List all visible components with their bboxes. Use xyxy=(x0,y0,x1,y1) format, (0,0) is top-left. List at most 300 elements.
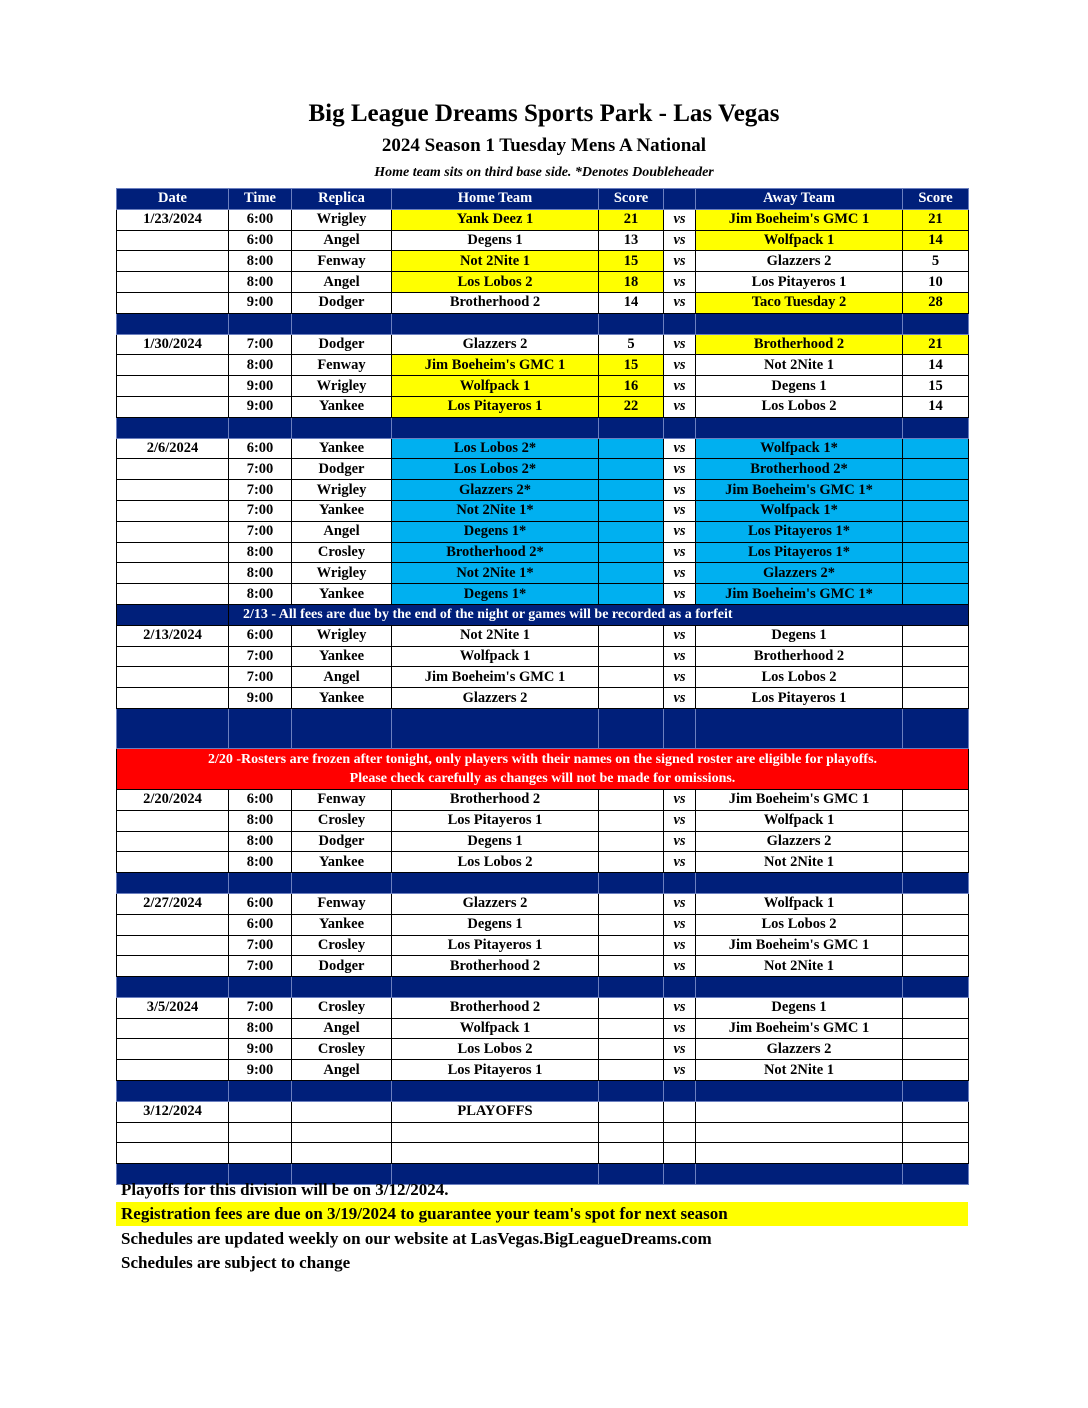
game-date xyxy=(117,584,229,605)
away-score: 21 xyxy=(903,209,969,230)
field-replica: Fenway xyxy=(292,355,392,376)
home-score xyxy=(599,667,664,688)
vs-label: vs xyxy=(664,500,696,521)
home-team: Degens 1 xyxy=(392,831,599,852)
away-score xyxy=(903,1039,969,1060)
away-score xyxy=(903,646,969,667)
separator-cell xyxy=(117,708,229,748)
game-time: 7:00 xyxy=(229,667,292,688)
home-team: Not 2Nite 1* xyxy=(392,500,599,521)
separator-cell xyxy=(117,977,229,998)
away-team: Not 2Nite 1 xyxy=(696,355,903,376)
game-date xyxy=(117,852,229,873)
field-replica: Crosley xyxy=(292,935,392,956)
game-date: 2/20/2024 xyxy=(117,789,229,810)
separator-row xyxy=(117,977,969,998)
home-team: Degens 1 xyxy=(392,914,599,935)
home-score xyxy=(599,852,664,873)
away-score xyxy=(903,914,969,935)
game-time xyxy=(229,1143,292,1164)
game-time: 7:00 xyxy=(229,956,292,977)
home-team: Brotherhood 2* xyxy=(392,542,599,563)
field-replica: Dodger xyxy=(292,831,392,852)
game-time: 7:00 xyxy=(229,480,292,501)
vs-label: vs xyxy=(664,230,696,251)
game-date xyxy=(117,646,229,667)
game-time: 7:00 xyxy=(229,459,292,480)
home-team: Los Lobos 2 xyxy=(392,852,599,873)
separator-cell xyxy=(229,708,292,748)
game-date xyxy=(117,956,229,977)
away-score xyxy=(903,956,969,977)
separator-cell xyxy=(903,1081,969,1102)
game-date xyxy=(117,914,229,935)
home-team: Los Pitayeros 1 xyxy=(392,396,599,417)
home-team: Brotherhood 2 xyxy=(392,789,599,810)
away-score xyxy=(903,831,969,852)
away-team: Wolfpack 1 xyxy=(696,893,903,914)
home-team: Brotherhood 2 xyxy=(392,292,599,313)
game-row xyxy=(117,1101,969,1122)
separator-cell xyxy=(392,977,599,998)
field-replica: Fenway xyxy=(292,893,392,914)
away-team xyxy=(696,1122,903,1143)
separator-cell xyxy=(229,873,292,894)
away-score xyxy=(903,1101,969,1122)
vs-label: vs xyxy=(664,1018,696,1039)
game-time: 7:00 xyxy=(229,646,292,667)
separator-row xyxy=(117,313,969,334)
separator-cell xyxy=(599,1081,664,1102)
home-score xyxy=(599,459,664,480)
game-row xyxy=(117,251,969,272)
home-score xyxy=(599,646,664,667)
away-team xyxy=(696,1101,903,1122)
game-row xyxy=(117,646,969,667)
separator-cell xyxy=(117,873,229,894)
separator-cell xyxy=(292,873,392,894)
away-score: 14 xyxy=(903,230,969,251)
field-replica: Yankee xyxy=(292,646,392,667)
away-team xyxy=(696,1143,903,1164)
away-team: Brotherhood 2 xyxy=(696,646,903,667)
away-team: Los Pitayeros 1* xyxy=(696,542,903,563)
game-row xyxy=(117,625,969,646)
home-team: Glazzers 2* xyxy=(392,480,599,501)
fee-notice: 2/13 - All fees are due by the end of the night or games will be recorded as a forfeit xyxy=(229,604,969,625)
game-time: 7:00 xyxy=(229,500,292,521)
game-row xyxy=(117,480,969,501)
away-score xyxy=(903,688,969,709)
field-replica: Wrigley xyxy=(292,563,392,584)
game-time: 6:00 xyxy=(229,893,292,914)
separator-cell xyxy=(903,313,969,334)
field-replica: Yankee xyxy=(292,500,392,521)
game-time: 9:00 xyxy=(229,396,292,417)
home-score: 14 xyxy=(599,292,664,313)
away-score xyxy=(903,935,969,956)
away-team: Los Lobos 2 xyxy=(696,396,903,417)
home-score: 18 xyxy=(599,272,664,293)
game-date xyxy=(117,1143,229,1164)
separator-cell xyxy=(117,417,229,438)
separator-cell xyxy=(599,708,664,748)
field-replica: Crosley xyxy=(292,997,392,1018)
vs-label xyxy=(664,1101,696,1122)
game-date xyxy=(117,1018,229,1039)
home-score xyxy=(599,1101,664,1122)
game-date xyxy=(117,292,229,313)
col-home-score-header: Score xyxy=(599,189,664,210)
home-score xyxy=(599,810,664,831)
game-time: 8:00 xyxy=(229,810,292,831)
col-away-team-header: Away Team xyxy=(696,189,903,210)
vs-label: vs xyxy=(664,831,696,852)
vs-label: vs xyxy=(664,272,696,293)
game-row xyxy=(117,584,969,605)
away-team: Los Pitayeros 1 xyxy=(696,272,903,293)
vs-label xyxy=(664,1122,696,1143)
separator-row xyxy=(117,1081,969,1102)
separator-cell xyxy=(599,977,664,998)
game-row xyxy=(117,1039,969,1060)
home-score xyxy=(599,688,664,709)
separator-cell xyxy=(392,873,599,894)
home-score xyxy=(599,521,664,542)
game-date xyxy=(117,396,229,417)
game-row xyxy=(117,831,969,852)
vs-label: vs xyxy=(664,956,696,977)
game-row xyxy=(117,789,969,810)
col-home-team-header: Home Team xyxy=(392,189,599,210)
away-team: Los Pitayeros 1 xyxy=(696,688,903,709)
change-note: Schedules are subject to change xyxy=(121,1253,351,1272)
field-replica: Yankee xyxy=(292,396,392,417)
vs-label: vs xyxy=(664,688,696,709)
home-team: Glazzers 2 xyxy=(392,893,599,914)
away-team: Los Lobos 2 xyxy=(696,667,903,688)
home-team: Not 2Nite 1* xyxy=(392,563,599,584)
game-date xyxy=(117,376,229,397)
separator-cell xyxy=(599,313,664,334)
separator-cell xyxy=(392,708,599,748)
vs-label: vs xyxy=(664,334,696,355)
roster-notice xyxy=(117,748,969,789)
game-row xyxy=(117,334,969,355)
field-replica: Wrigley xyxy=(292,625,392,646)
game-date xyxy=(117,831,229,852)
away-team: Not 2Nite 1 xyxy=(696,1060,903,1081)
away-score xyxy=(903,563,969,584)
col-vs-header xyxy=(664,189,696,210)
roster-notice-row xyxy=(117,748,969,789)
field-replica: Crosley xyxy=(292,810,392,831)
game-row xyxy=(117,1122,969,1143)
vs-label: vs xyxy=(664,521,696,542)
separator-cell xyxy=(292,417,392,438)
game-date: 1/30/2024 xyxy=(117,334,229,355)
vs-label: vs xyxy=(664,209,696,230)
home-score xyxy=(599,1143,664,1164)
away-score: 21 xyxy=(903,334,969,355)
away-team: Wolfpack 1* xyxy=(696,438,903,459)
home-team xyxy=(392,1143,599,1164)
away-team: Brotherhood 2 xyxy=(696,334,903,355)
schedule-body xyxy=(117,189,969,1185)
home-team: Brotherhood 2 xyxy=(392,956,599,977)
field-replica xyxy=(292,1143,392,1164)
home-score: 13 xyxy=(599,230,664,251)
game-row xyxy=(117,810,969,831)
separator-cell xyxy=(664,1081,696,1102)
away-score: 14 xyxy=(903,396,969,417)
game-row xyxy=(117,997,969,1018)
separator-cell xyxy=(903,977,969,998)
separator-cell xyxy=(696,417,903,438)
separator-cell xyxy=(696,977,903,998)
separator-cell xyxy=(599,1164,664,1185)
game-date xyxy=(117,480,229,501)
game-date: 3/5/2024 xyxy=(117,997,229,1018)
field-replica: Yankee xyxy=(292,584,392,605)
separator-cell xyxy=(903,708,969,748)
home-team: Los Lobos 2 xyxy=(392,272,599,293)
away-team: Not 2Nite 1 xyxy=(696,852,903,873)
field-replica: Dodger xyxy=(292,956,392,977)
playoffs-note: Playoffs for this division will be on 3/12/2024. xyxy=(121,1180,449,1199)
away-team: Glazzers 2 xyxy=(696,1039,903,1060)
game-row xyxy=(117,1143,969,1164)
home-score xyxy=(599,1039,664,1060)
vs-label: vs xyxy=(664,438,696,459)
separator-cell xyxy=(664,417,696,438)
away-team: Jim Boeheim's GMC 1* xyxy=(696,584,903,605)
vs-label: vs xyxy=(664,914,696,935)
away-score: 14 xyxy=(903,355,969,376)
vs-label: vs xyxy=(664,292,696,313)
field-replica xyxy=(292,1122,392,1143)
vs-label: vs xyxy=(664,584,696,605)
home-team: Jim Boeheim's GMC 1 xyxy=(392,355,599,376)
field-replica: Dodger xyxy=(292,334,392,355)
away-score xyxy=(903,625,969,646)
home-score xyxy=(599,789,664,810)
schedule-table xyxy=(116,188,969,1185)
separator-cell xyxy=(696,1164,903,1185)
game-row xyxy=(117,459,969,480)
game-date xyxy=(117,230,229,251)
away-team: Los Lobos 2 xyxy=(696,914,903,935)
away-team: Los Pitayeros 1* xyxy=(696,521,903,542)
notice-spacer xyxy=(117,604,229,625)
season-subtitle: 2024 Season 1 Tuesday Mens A National xyxy=(381,135,707,156)
separator-cell xyxy=(696,1081,903,1102)
vs-label: vs xyxy=(664,480,696,501)
away-score xyxy=(903,1143,969,1164)
away-score: 5 xyxy=(903,251,969,272)
separator-row xyxy=(117,417,969,438)
separator-cell xyxy=(903,1164,969,1185)
away-team: Glazzers 2 xyxy=(696,251,903,272)
separator-cell xyxy=(292,977,392,998)
game-row xyxy=(117,667,969,688)
game-time: 8:00 xyxy=(229,272,292,293)
home-team: Los Lobos 2* xyxy=(392,438,599,459)
home-score: 15 xyxy=(599,355,664,376)
away-score: 10 xyxy=(903,272,969,293)
home-score xyxy=(599,625,664,646)
home-score: 22 xyxy=(599,396,664,417)
home-score xyxy=(599,563,664,584)
fee-notice-row xyxy=(117,604,969,625)
separator-row xyxy=(117,873,969,894)
away-team: Jim Boeheim's GMC 1* xyxy=(696,480,903,501)
game-date xyxy=(117,251,229,272)
field-replica: Crosley xyxy=(292,1039,392,1060)
vs-label: vs xyxy=(664,852,696,873)
game-row xyxy=(117,376,969,397)
game-time: 9:00 xyxy=(229,376,292,397)
away-score xyxy=(903,1060,969,1081)
game-row xyxy=(117,272,969,293)
game-date xyxy=(117,1060,229,1081)
vs-label: vs xyxy=(664,625,696,646)
game-date xyxy=(117,1039,229,1060)
home-team: Not 2Nite 1 xyxy=(392,625,599,646)
home-team: Los Lobos 2 xyxy=(392,1039,599,1060)
vs-label: vs xyxy=(664,459,696,480)
away-score xyxy=(903,997,969,1018)
game-time: 7:00 xyxy=(229,334,292,355)
game-time: 8:00 xyxy=(229,852,292,873)
vs-label: vs xyxy=(664,376,696,397)
game-time: 9:00 xyxy=(229,688,292,709)
game-date xyxy=(117,521,229,542)
game-row xyxy=(117,209,969,230)
game-time xyxy=(229,1122,292,1143)
home-team: Not 2Nite 1 xyxy=(392,251,599,272)
game-time: 8:00 xyxy=(229,355,292,376)
game-row xyxy=(117,500,969,521)
home-score xyxy=(599,542,664,563)
home-score: 21 xyxy=(599,209,664,230)
home-score xyxy=(599,438,664,459)
vs-label: vs xyxy=(664,1039,696,1060)
vs-label: vs xyxy=(664,935,696,956)
game-date xyxy=(117,1122,229,1143)
col-away-score-header: Score xyxy=(903,189,969,210)
home-team: Glazzers 2 xyxy=(392,334,599,355)
game-time: 8:00 xyxy=(229,1018,292,1039)
field-replica xyxy=(292,1101,392,1122)
field-replica: Dodger xyxy=(292,292,392,313)
separator-cell xyxy=(696,708,903,748)
separator-cell xyxy=(664,708,696,748)
vs-label: vs xyxy=(664,542,696,563)
game-date xyxy=(117,688,229,709)
away-team: Wolfpack 1 xyxy=(696,810,903,831)
field-replica: Yankee xyxy=(292,852,392,873)
away-score xyxy=(903,893,969,914)
away-team: Jim Boeheim's GMC 1 xyxy=(696,1018,903,1039)
field-replica: Angel xyxy=(292,521,392,542)
away-team: Brotherhood 2* xyxy=(696,459,903,480)
separator-cell xyxy=(696,873,903,894)
away-team: Jim Boeheim's GMC 1 xyxy=(696,789,903,810)
home-team: Jim Boeheim's GMC 1 xyxy=(392,667,599,688)
game-date: 2/6/2024 xyxy=(117,438,229,459)
game-date: 3/12/2024 xyxy=(117,1101,229,1122)
game-date xyxy=(117,935,229,956)
field-replica: Angel xyxy=(292,667,392,688)
home-score xyxy=(599,956,664,977)
field-replica: Angel xyxy=(292,272,392,293)
home-team: PLAYOFFS xyxy=(392,1101,599,1122)
away-team: Degens 1 xyxy=(696,997,903,1018)
game-row xyxy=(117,355,969,376)
home-team: Degens 1* xyxy=(392,521,599,542)
game-row xyxy=(117,688,969,709)
schedule-note: Home team sits on third base side. *Denotes Doubleheader xyxy=(374,165,714,180)
away-team: Glazzers 2 xyxy=(696,831,903,852)
game-date xyxy=(117,667,229,688)
home-score: 16 xyxy=(599,376,664,397)
home-score xyxy=(599,500,664,521)
away-team: Not 2Nite 1 xyxy=(696,956,903,977)
game-date xyxy=(117,500,229,521)
game-row xyxy=(117,1060,969,1081)
vs-label: vs xyxy=(664,667,696,688)
home-score xyxy=(599,1060,664,1081)
roster-notice-line1: 2/20 -Rosters are frozen after tonight, only players with their names on the signed roster are eligible for playoffs. xyxy=(207,751,878,767)
game-time: 7:00 xyxy=(229,997,292,1018)
field-replica: Angel xyxy=(292,230,392,251)
separator-cell xyxy=(903,873,969,894)
home-team: Wolfpack 1 xyxy=(392,646,599,667)
separator-cell xyxy=(229,313,292,334)
field-replica: Crosley xyxy=(292,542,392,563)
separator-cell xyxy=(117,313,229,334)
away-score xyxy=(903,810,969,831)
separator-cell xyxy=(392,1081,599,1102)
separator-cell xyxy=(117,1081,229,1102)
game-row xyxy=(117,396,969,417)
separator-cell xyxy=(292,1081,392,1102)
vs-label: vs xyxy=(664,355,696,376)
away-score xyxy=(903,1122,969,1143)
home-team: Los Lobos 2* xyxy=(392,459,599,480)
away-score: 28 xyxy=(903,292,969,313)
field-replica: Wrigley xyxy=(292,209,392,230)
vs-label: vs xyxy=(664,251,696,272)
away-team: Jim Boeheim's GMC 1 xyxy=(696,209,903,230)
game-date xyxy=(117,459,229,480)
home-score xyxy=(599,893,664,914)
away-score xyxy=(903,1018,969,1039)
game-time: 8:00 xyxy=(229,831,292,852)
away-score xyxy=(903,521,969,542)
game-time: 7:00 xyxy=(229,935,292,956)
game-time: 6:00 xyxy=(229,789,292,810)
field-replica: Angel xyxy=(292,1018,392,1039)
away-team: Jim Boeheim's GMC 1 xyxy=(696,935,903,956)
game-time: 6:00 xyxy=(229,438,292,459)
home-score: 5 xyxy=(599,334,664,355)
game-time: 6:00 xyxy=(229,625,292,646)
away-team: Taco Tuesday 2 xyxy=(696,292,903,313)
game-time: 6:00 xyxy=(229,209,292,230)
home-team: Glazzers 2 xyxy=(392,688,599,709)
